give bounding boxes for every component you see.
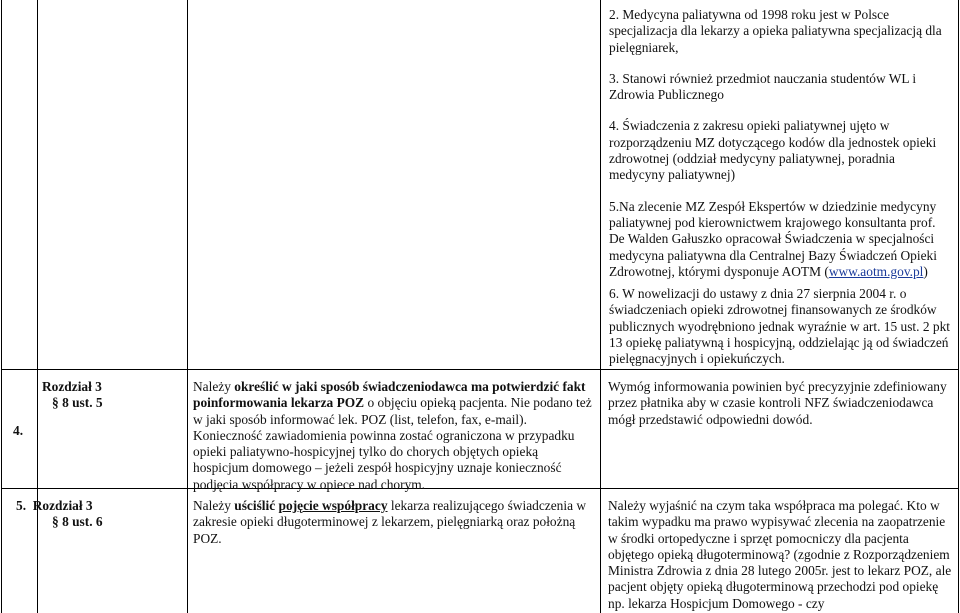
- paragraph-3: 3. Stanowi również przedmiot nauczania studentów WL i Zdrowia Publicznego: [609, 70, 917, 103]
- row-4-remark-text-2: o objęciu opieką pacjenta. Nie podano też w jaki sposób informować lek. POZ (list, telefon, fax, e-mail). Konieczność zawiadomienia powinna zostać ograniczona w przypadku opieki paliatywno-hospicyjnej tylko do chorych objętych opieką hospicjum domowego – jeżeli zespół hospicyjny uznaje konieczność podjęcia współpracy w opiece nad chorym.: [193, 395, 592, 492]
- row-5-section-title: Rozdział 3: [32, 498, 93, 513]
- row-4-remark-bold: określić w jaki sposób świadczeniodawca ma potwierdzić fakt poinformowania lekarza POZ: [193, 379, 586, 411]
- table-border-right: [958, 0, 959, 613]
- row-4-response: Wymóg informowania powinien być precyzyjnie zdefiniowany przez płatnika aby w czasie kontroli NFZ świadczeniodawca mógł przedstawić odpowiedni dowód.: [608, 379, 947, 427]
- row-4-section-ref-text: 8 ust. 5: [62, 395, 103, 411]
- row-4-section: [42, 379, 182, 412]
- paragraph-4: 4. Świadczenia z zakresu opieki paliatywnej ujęto w rozporządzeniu MZ dotyczącego kodów dla jednostek opieki zdrowotnej (oddział medycyny paliatywnej, poradnia medycyny paliatywnej): [609, 118, 937, 183]
- paragraph-5-text: 5.Na zlecenie MZ Zespół Ekspertów w dziedzinie medycyny paliatywnej pod kierownictwem krajowego konsultanta prof. De Walden Gałuszko opracował Świadczenia w specjalności medycyna paliatywna dla Centralnej Bazy Świadczeń Opieki Zdrowotnej, którymi dysponuje AOTM (: [609, 198, 937, 279]
- row-5-remark-bold-underline: pojęcie współpracy: [278, 498, 388, 513]
- row-4-section-ref: [42, 395, 182, 411]
- paragraph-2: 2. Medycyna paliatywna od 1998 roku jest w Polsce specjalizacja dla lekarzy a opieka paliatywna specjalizacją dla pielęgniarek,: [609, 7, 942, 55]
- row-5-remark-bold: uściślić: [234, 498, 276, 513]
- row-5-number: 5.: [16, 498, 27, 513]
- row-5-remark-text-1: Należy: [193, 498, 235, 513]
- paragraph-sign-icon: §: [52, 395, 59, 411]
- row-4-number: 4.: [13, 423, 24, 438]
- aotm-link[interactable]: www.aotm.gov.pl: [828, 263, 924, 279]
- row-5-remark: [193, 498, 597, 547]
- row-4-remark: [193, 379, 597, 493]
- paragraph-5: [609, 199, 953, 280]
- row-5-section-ref-text: 8 ust. 6: [62, 514, 103, 530]
- row-4-section-title: Rozdział 3: [42, 379, 102, 394]
- paragraph-sign-icon: §: [52, 514, 59, 530]
- paragraph-6: 6. W nowelizacji do ustawy z dnia 27 sierpnia 2004 r. o świadczeniach opieki zdrowotnej finansowanych ze środków publicznych wyodrębniono jednak wyraźnie w art. 15 ust. 2 pkt 13 opiekę paliatywną i hospicyjną, oddzielając ją od świadczeń pielęgnacyjnych i opiekuńczych.: [609, 286, 951, 367]
- row-5-header: [16, 498, 182, 514]
- table-col-divider-2: [187, 0, 188, 613]
- row-4-remark-text-1: Należy: [193, 379, 235, 394]
- row-5-section-ref: [16, 514, 182, 530]
- table-border-left: [1, 0, 2, 613]
- row-5-section: [16, 498, 182, 531]
- top-row-response-cell: [609, 7, 953, 383]
- paragraph-5-close: ): [923, 263, 928, 279]
- table-col-divider-3: [600, 0, 601, 613]
- row-5-remark-text-2: lekarza realizującego świadczenia w zakresie opieki długoterminowej z lekarzem, pielęgniarką oraz położną POZ.: [193, 498, 587, 546]
- row-5-response: Należy wyjaśnić na czym taka współpraca ma polegać. Kto w takim wypadku ma prawo wypisywać zlecenia na zaopatrzenie w środki ortopedyczne i sprzęt pomocniczy dla pacjenta objętego opieką długoterminową? (zgodnie z Rozporządzeniem Ministra Zdrowia z dnia 28 lutego 2005r. jest to lekarz POZ, ale pacjent objęty opieką długoterminową przechodzi pod opiekę np. lekarza Hospicjum Domowego - czy: [608, 498, 952, 611]
